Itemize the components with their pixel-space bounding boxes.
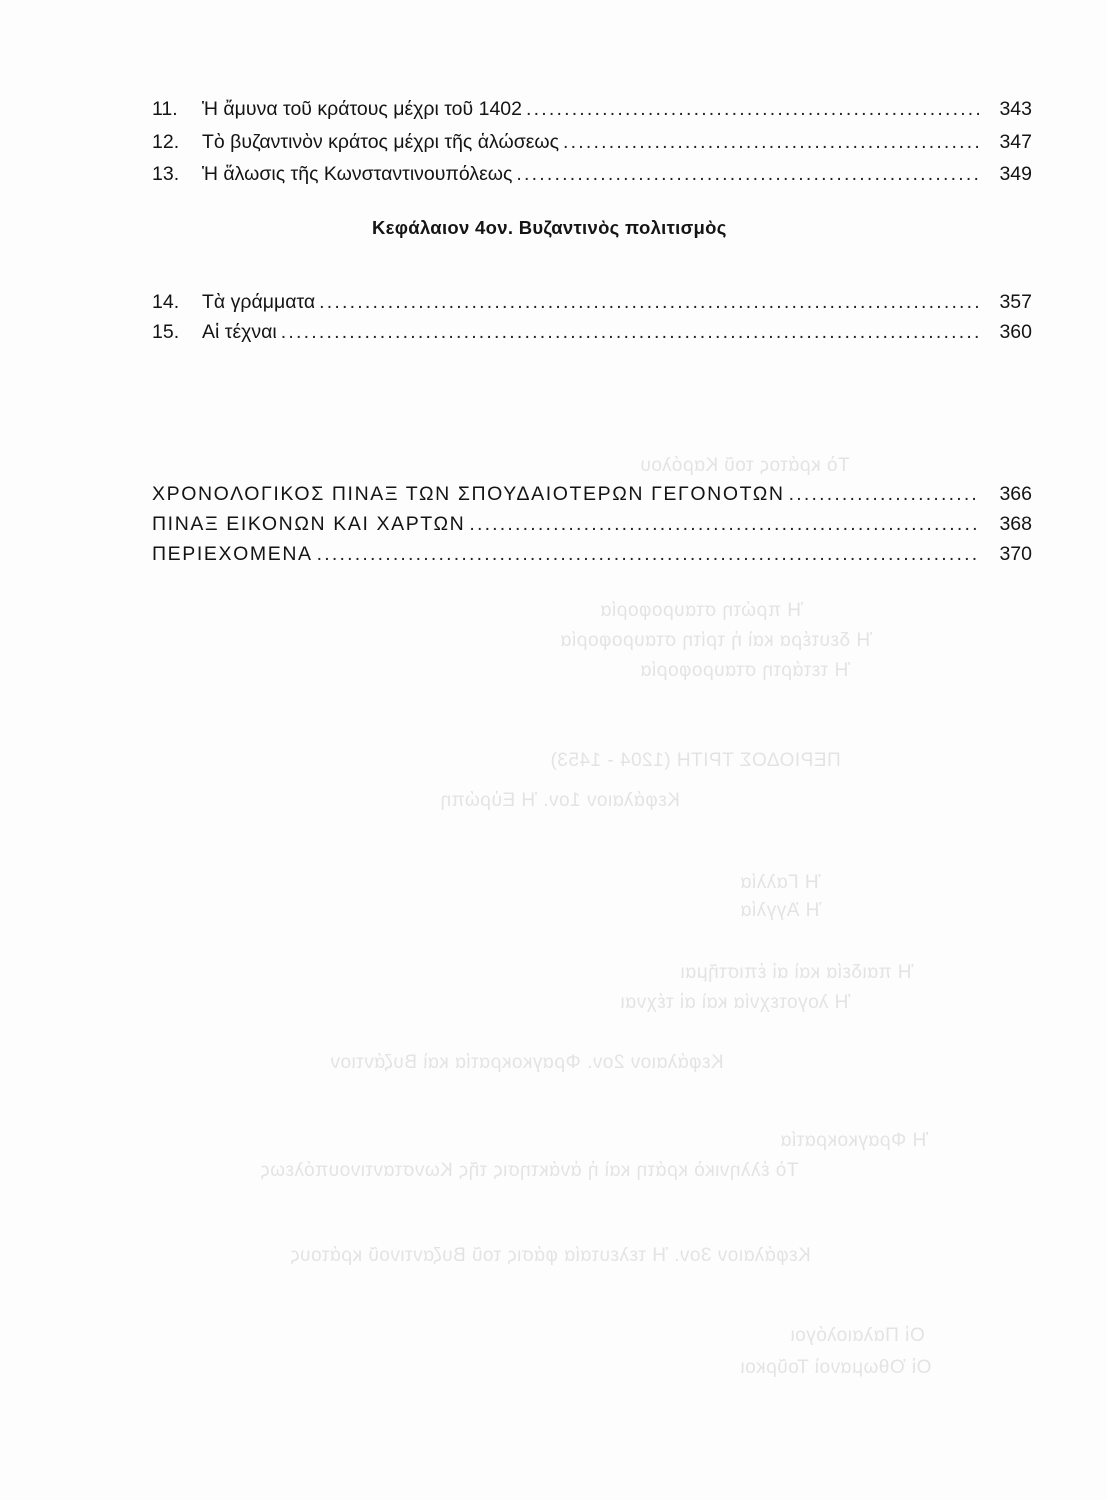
- toc-entry-11: [152, 95, 1032, 123]
- bleed-through-text: Ἡ πρώτη σταυροφορία: [600, 600, 803, 621]
- entry-page-number: 357: [999, 291, 1032, 313]
- dot-leader: [516, 160, 980, 188]
- entry-title: ΧΡΟΝΟΛΟΓΙΚΟΣ ΠΙΝΑΞ ΤΩΝ ΣΠΟΥΔΑΙΟΤΕΡΩΝ ΓΕΓΟΝΟΤΩΝ: [152, 483, 785, 505]
- toc-entry-13: [152, 160, 1032, 188]
- entry-title: Ἡ ἄμυνα τοῦ κράτους μέχρι τοῦ 1402: [202, 98, 522, 120]
- entry-title: Ἡ ἅλωσις τῆς Κωνσταντινουπόλεως: [202, 163, 513, 185]
- dot-leader: [319, 288, 980, 316]
- bleed-through-text: Ἡ παιδεία καὶ αἱ ἐπιστῆμαι: [680, 962, 914, 983]
- bleed-through-text: Τὸ κράτος τοῦ Καρόλου: [640, 455, 850, 476]
- bleed-through-text: Ἡ Φραγκοκρατία: [780, 1130, 929, 1151]
- entry-title: Τὰ γράμματα: [202, 291, 316, 313]
- bleed-through-text: Ἡ δευτέρα καὶ ἡ τρίτη σταυροφορία: [560, 630, 872, 651]
- dot-leader: [526, 95, 980, 123]
- bleed-through-text: Οἱ Παλαιολόγοι: [790, 1325, 925, 1346]
- toc-entry-figures: [152, 510, 1032, 538]
- bleed-through-text: Ἡ Γαλλία: [740, 872, 821, 893]
- toc-entry-contents: [152, 540, 1032, 568]
- dot-leader: [317, 540, 980, 568]
- toc-entry-14: [152, 288, 1032, 316]
- bleed-through-text: Κεφάλαιον 2ον. Φραγκοκρατία καὶ Βυζάντιον: [330, 1052, 724, 1073]
- bleed-through-text: ΠΕΡΙΟΔΟΣ ΤΡΙΤΗ (1204 - 1453): [550, 750, 841, 771]
- bleed-through-text: Ἡ Ἀγγλία: [740, 900, 822, 921]
- entry-page-number: 368: [999, 513, 1032, 535]
- toc-entry-12: [152, 128, 1032, 156]
- entry-page-number: 360: [999, 321, 1032, 343]
- dot-leader: [563, 128, 980, 156]
- entry-number: 13.: [152, 163, 180, 185]
- bleed-through-text: Ἡ τετάρτη σταυροφορία: [640, 660, 851, 681]
- entry-number: 11.: [152, 98, 178, 120]
- entry-page-number: 370: [999, 543, 1032, 565]
- dot-leader: [789, 480, 980, 508]
- chapter-heading: Κεφάλαιον 4ον. Βυζαντινὸς πολιτισμὸς: [372, 217, 727, 238]
- entry-title: ΠΕΡΙΕΧΟΜΕΝΑ: [152, 543, 313, 565]
- entry-page-number: 366: [999, 483, 1032, 505]
- bleed-through-text: Τὸ ἑλληνικὸ κράτη καὶ ἡ ἀνάκτησις τῆς Κωνσταντινουπόλεως: [260, 1160, 799, 1181]
- bleed-through-text: Κεφάλαιον 1ον. Ἡ Εὐρώπη: [440, 790, 680, 811]
- entry-page-number: 347: [999, 131, 1032, 153]
- entry-title: Αἱ τέχναι: [202, 321, 277, 343]
- toc-entry-chronology: [152, 480, 1032, 508]
- bleed-through-text: Κεφάλαιον 3ον. Ἡ τελευταία φάσις τοῦ Βυζαντινοῦ κράτους: [290, 1245, 811, 1266]
- entry-number: 14.: [152, 291, 180, 313]
- toc-entry-15: [152, 318, 1032, 346]
- dot-leader: [281, 318, 980, 346]
- entry-number: 15.: [152, 321, 180, 343]
- bleed-through-text: Οἱ Ὀθωμανοὶ Τοῦρκοι: [740, 1357, 932, 1378]
- entry-number: 12.: [152, 131, 180, 153]
- entry-page-number: 349: [999, 163, 1032, 185]
- dot-leader: [469, 510, 980, 538]
- entry-title: Τὸ βυζαντινὸν κράτος μέχρι τῆς ἁλώσεως: [202, 131, 560, 153]
- entry-page-number: 343: [999, 98, 1032, 120]
- entry-title: ΠΙΝΑΞ ΕΙΚΟΝΩΝ ΚΑΙ ΧΑΡΤΩΝ: [152, 513, 466, 535]
- bleed-through-text: Ἡ λογοτεχνία καὶ αἱ τέχναι: [620, 992, 851, 1013]
